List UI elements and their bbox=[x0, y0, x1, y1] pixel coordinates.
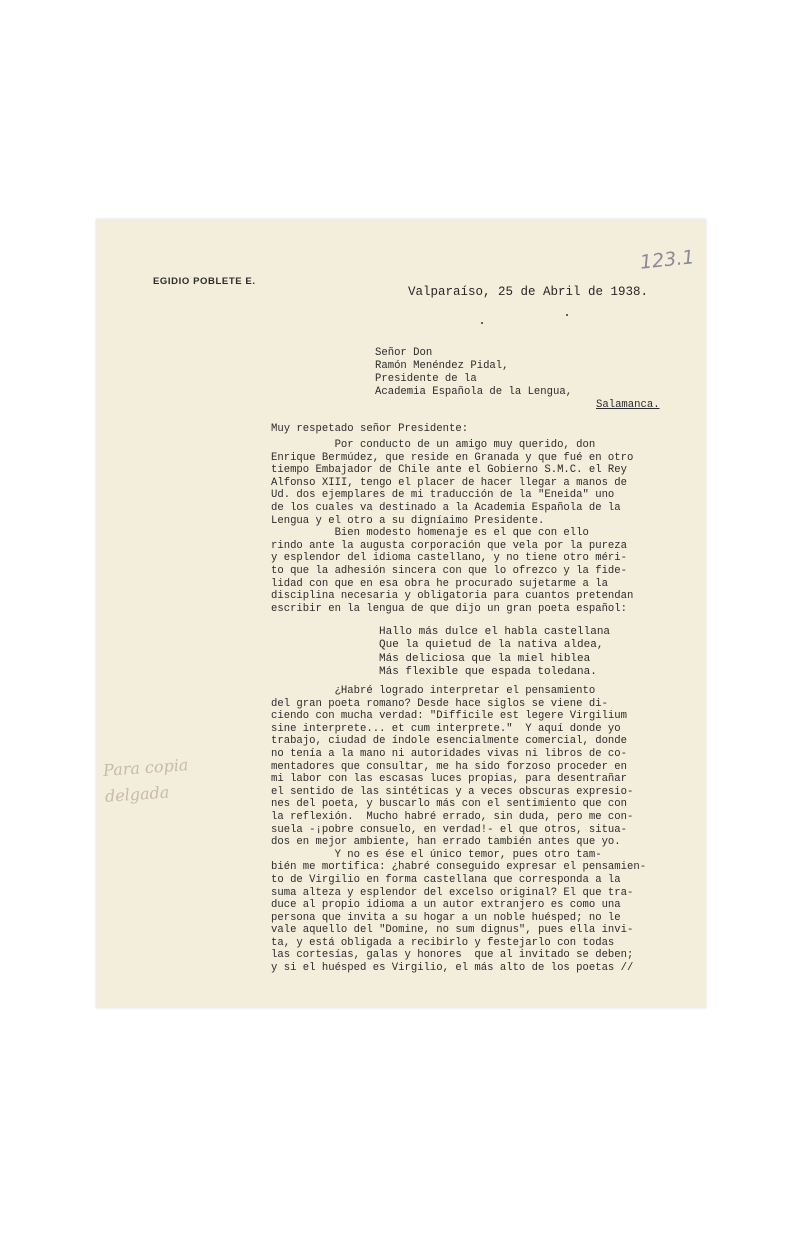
body-line: nes del poeta, y buscarlo más con el sentimiento que con bbox=[271, 798, 628, 811]
body-line: y si el huésped es Virgilio, el más alto de los poetas // bbox=[271, 962, 634, 975]
body-line: dos en mejor ambiente, han errado también antes que yo. bbox=[271, 836, 621, 849]
body-line: suma alteza y esplendor del excelso original? El que tra- bbox=[271, 886, 634, 899]
body-line: ¿Habré logrado interpretar el pensamiento bbox=[271, 685, 596, 697]
body-line: ciendo con mucha verdad: "Difficile est legere Virgilium bbox=[271, 710, 628, 723]
body-line: Alfonso XIII, tengo el placer de hacer llegar a manos de bbox=[271, 476, 628, 489]
pencil-note-line: delgada bbox=[104, 782, 170, 806]
body-line: sine interprete... et cum interprete." Y aquí donde yo bbox=[271, 722, 621, 735]
body-line: rindo ante la augusta corporación que vela por la pureza bbox=[271, 539, 628, 552]
verse-line: Que la quietud de la nativa aldea, bbox=[379, 639, 604, 652]
body-line: persona que invita a su hogar a un noble huésped; no le bbox=[271, 911, 621, 924]
recipient-city: Salamanca. bbox=[596, 399, 660, 411]
body-line: to de Virgilio en forma castellana que corresponda a la bbox=[271, 873, 621, 886]
body-line: Por conducto de un amigo muy querido, don bbox=[271, 439, 596, 451]
date-line: Valparaíso, 25 de Abril de 1938. bbox=[408, 285, 649, 299]
archive-number: 123.1 bbox=[638, 246, 696, 274]
body-line: disciplina necesaria y obligatoria para cuantos pretendan bbox=[271, 590, 634, 603]
verse-quote bbox=[379, 626, 610, 680]
body-line: lidad con que en esa obra he procurado sujetarme a la bbox=[271, 577, 608, 590]
body-line: bién me mortifica: ¿habré conseguido expresar el pensamien- bbox=[271, 861, 647, 874]
body-line: de los cuales va destinado a la Academia Española de la bbox=[271, 501, 621, 514]
pencil-annotation bbox=[102, 752, 191, 810]
letter-page bbox=[96, 219, 706, 1008]
pencil-note-line: Para copia bbox=[102, 755, 189, 780]
body-line: mi labor con las escasas luces propias, para desentrañar bbox=[271, 773, 628, 786]
body-line: trabajo, ciudad de índole esencialmente comercial, donde bbox=[271, 735, 628, 748]
body-line: duce al propio idioma a un autor extranjero es como una bbox=[271, 899, 621, 912]
recipient-line: Presidente de la bbox=[375, 373, 477, 385]
body-line: las cortesías, galas y honores que al invitado se deben; bbox=[271, 949, 634, 962]
letterhead: EGIDIO POBLETE E. bbox=[153, 276, 256, 287]
body-line: to que la adhesión sincera con que lo ofrezco y la fide- bbox=[271, 564, 628, 577]
body-line: del gran poeta romano? Desde hace siglos se viene di- bbox=[271, 697, 608, 710]
body-line: mentadores que consultar, me ha sido forzoso proceder en bbox=[271, 760, 628, 773]
body-line: Bien modesto homenaje es el que con ello bbox=[271, 527, 589, 540]
body-line: el sentido de las sintéticas y a veces obscuras expresio- bbox=[271, 785, 634, 798]
ink-dot bbox=[566, 314, 568, 316]
salutation: Muy respetado señor Presidente: bbox=[271, 423, 469, 435]
recipient-line: Ramón Menéndez Pidal, bbox=[375, 360, 509, 372]
body-paragraphs-2 bbox=[271, 685, 701, 975]
body-line: Ud. dos ejemplares de mi traducción de la "Eneida" uno bbox=[271, 489, 615, 502]
verse-line: Hallo más dulce el habla castellana bbox=[379, 626, 611, 638]
body-line: la reflexión. Mucho habré errado, sin duda, pero me con- bbox=[271, 810, 634, 823]
verse-line: Más deliciosa que la miel hiblea bbox=[379, 652, 591, 665]
body-line: tiempo Embajador de Chile ante el Gobierno S.M.C. el Rey bbox=[271, 464, 628, 477]
recipient-line: Academia Española de la Lengua, bbox=[375, 386, 573, 398]
body-line: Lengua y el otro a su digníaimo Presidente. bbox=[271, 514, 545, 527]
body-line: vale aquello del "Domine, no sum dignus", pues ella invi- bbox=[271, 924, 634, 937]
recipient-line: Señor Don bbox=[375, 347, 433, 359]
body-line: suela -¡pobre consuelo, en verdad!- el que otros, situa- bbox=[271, 823, 628, 836]
body-line: escribir en la lengua de que dijo un gran poeta español: bbox=[271, 602, 628, 615]
body-line: Y no es ése el único temor, pues otro tam- bbox=[271, 848, 602, 861]
body-line: no tenía a la mano ni autoridades vivas ni libros de co- bbox=[271, 747, 628, 760]
ink-dot bbox=[481, 322, 483, 324]
body-line: Enrique Bermúdez, que reside en Granada y que fué en otro bbox=[271, 451, 634, 464]
body-line: ta, y está obligada a recibirlo y festejarlo con todas bbox=[271, 936, 615, 949]
body-line: y esplendor del idioma castellano, y no tiene otro méri- bbox=[271, 552, 628, 565]
verse-line: Más flexible que espada toledana. bbox=[379, 666, 597, 679]
recipient-address bbox=[375, 347, 660, 412]
body-paragraphs-1 bbox=[271, 439, 701, 615]
